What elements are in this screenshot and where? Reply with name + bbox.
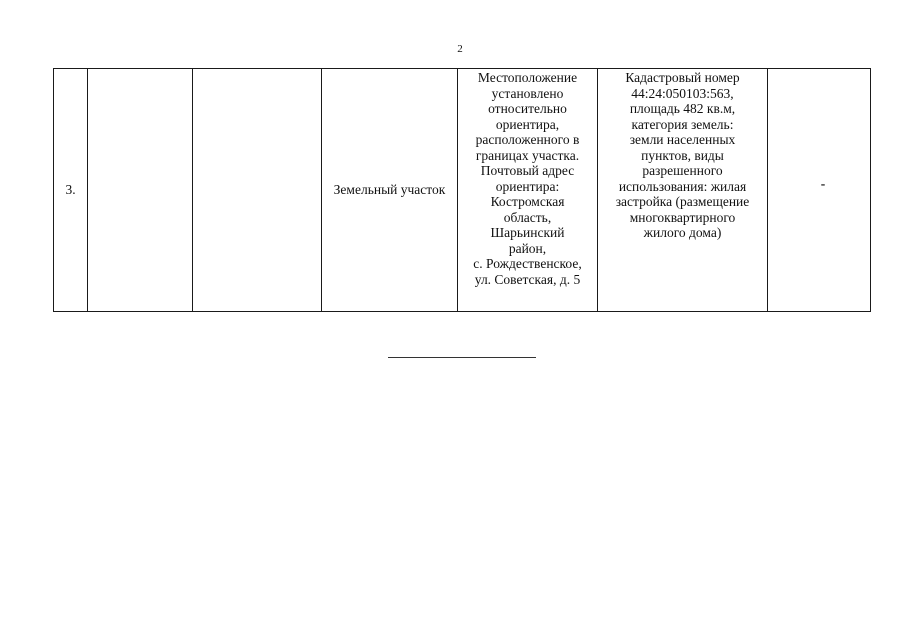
characteristics-line: пунктов, виды: [641, 147, 724, 163]
empty-cell-2: [88, 69, 193, 312]
location-cell: [458, 69, 598, 312]
page-number: 2: [457, 43, 463, 55]
location-line: ул. Советская, д. 5: [474, 271, 581, 287]
location-line: Местоположение: [477, 70, 578, 85]
extra-cell: [768, 69, 871, 312]
characteristics-line: Кадастровый номер: [625, 70, 740, 85]
characteristics-line: разрешенного: [642, 163, 723, 178]
location-line: Шарьинский: [490, 225, 565, 240]
table-row: [54, 69, 871, 312]
location-line: район,: [508, 240, 547, 256]
location-line: область,: [503, 209, 552, 225]
location-line: ориентира,: [495, 116, 560, 132]
characteristics-line: использования: жилая: [618, 178, 747, 194]
location-line: с. Рождественское,: [473, 256, 582, 271]
location-line: ориентира:: [495, 178, 560, 194]
characteristics-line: застройка (размещение: [615, 194, 750, 209]
characteristics-cell: [598, 69, 768, 312]
location-line: расположенного в: [475, 132, 580, 147]
location-line: относительно: [488, 101, 567, 116]
empty-cell-3: [193, 69, 322, 312]
characteristics-line: земли населенных: [629, 132, 736, 147]
location-line: Почтовый адрес: [480, 163, 575, 178]
location-line: Костромская: [490, 194, 565, 209]
characteristics-line: площадь 482 кв.м,: [629, 101, 736, 116]
footer-rule: [388, 357, 536, 358]
object-name-cell: Земельный участок: [322, 69, 458, 312]
property-table: [53, 68, 871, 312]
characteristics-line: 44:24:050103:563,: [631, 85, 734, 101]
location-line: границах участка.: [475, 147, 580, 163]
location-line: установлено: [491, 85, 564, 101]
characteristics-line: категория земель:: [631, 116, 734, 132]
characteristics-line: многоквартирного: [629, 209, 736, 225]
characteristics-line: жилого дома): [643, 225, 722, 240]
dash-mark: -: [820, 176, 826, 192]
row-number-cell: 3.: [54, 69, 88, 312]
